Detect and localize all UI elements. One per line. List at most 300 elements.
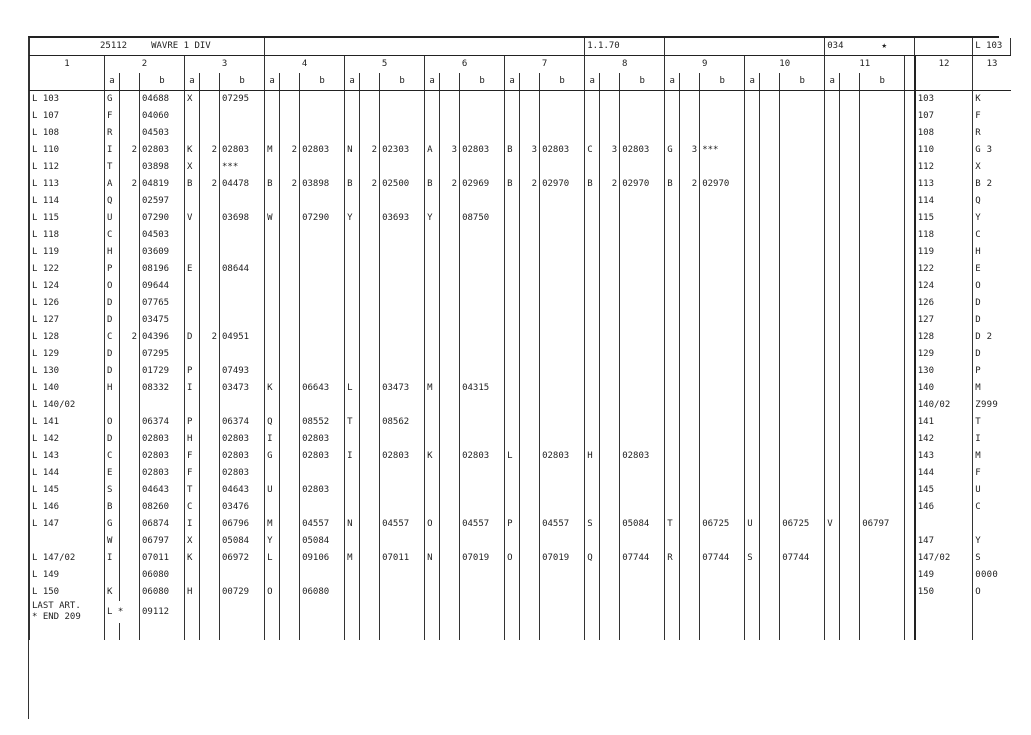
cell-value — [380, 125, 425, 142]
cell-qty — [520, 244, 540, 261]
cell-qty — [120, 108, 140, 125]
cell-qty — [200, 210, 220, 227]
footer-empty — [745, 601, 760, 623]
cell-qty — [680, 193, 700, 210]
cell-value — [460, 346, 505, 363]
row-id: L 112 — [30, 159, 105, 176]
cell-code — [665, 329, 680, 346]
cell-code — [185, 397, 200, 414]
cell-value — [700, 159, 745, 176]
cell-qty — [200, 397, 220, 414]
cell-value: 07019 — [460, 550, 505, 567]
cell-code — [825, 295, 840, 312]
cell-value: 02803 — [140, 448, 185, 465]
cell-value: 04396 — [140, 329, 185, 346]
cell-qty — [520, 482, 540, 499]
cell-value — [380, 397, 425, 414]
cell-value — [700, 312, 745, 329]
cell-value — [380, 193, 425, 210]
row-id: L 119 — [30, 244, 105, 261]
cell-qty — [120, 550, 140, 567]
cell-code — [425, 295, 440, 312]
cell-code — [825, 567, 840, 584]
cell-code — [745, 380, 760, 397]
cell-qty — [520, 431, 540, 448]
cell-value: 06797 — [140, 533, 185, 550]
cell-col12: 119 — [915, 244, 973, 261]
row-id: L 146 — [30, 499, 105, 516]
cell-code: H — [185, 431, 200, 448]
cell-code: P — [505, 516, 520, 533]
cell-col13 — [973, 516, 1011, 533]
cell-value: 08332 — [140, 380, 185, 397]
cell-code: G — [265, 448, 280, 465]
cell-code — [425, 397, 440, 414]
cell-code — [185, 278, 200, 295]
cell-code: H — [185, 584, 200, 601]
cell-gap — [905, 499, 915, 516]
cell-value — [780, 125, 825, 142]
cell-qty — [440, 465, 460, 482]
cell-code: X — [185, 91, 200, 109]
cell-value: 02803 — [620, 448, 665, 465]
col-sub-b: b — [140, 73, 185, 91]
table-row — [30, 176, 1011, 193]
cell-qty — [520, 465, 540, 482]
col-number-3: 3 — [185, 56, 265, 74]
cell-value: 04951 — [220, 329, 265, 346]
cell-code: N — [345, 142, 360, 159]
cell-value — [300, 193, 345, 210]
cell-qty — [280, 125, 300, 142]
cell-value — [700, 567, 745, 584]
sheet-header-row — [30, 38, 1011, 56]
cell-value — [460, 584, 505, 601]
cell-qty — [120, 533, 140, 550]
cell-code: I — [345, 448, 360, 465]
cell-code — [825, 278, 840, 295]
cell-code: K — [185, 142, 200, 159]
cell-qty: 2 — [200, 142, 220, 159]
cell-code: I — [185, 380, 200, 397]
col-number-2: 2 — [105, 56, 185, 74]
cell-code: I — [185, 516, 200, 533]
row-id: L 143 — [30, 448, 105, 465]
cell-value — [860, 295, 905, 312]
cell-code — [505, 295, 520, 312]
blank-cell — [425, 623, 440, 640]
cell-qty — [600, 227, 620, 244]
cell-value — [620, 431, 665, 448]
cell-gap — [905, 363, 915, 380]
cell-code — [665, 533, 680, 550]
cell-qty — [520, 329, 540, 346]
cell-qty — [520, 295, 540, 312]
cell-code — [505, 482, 520, 499]
table-row — [30, 397, 1011, 414]
cell-code — [345, 329, 360, 346]
cell-value — [140, 397, 185, 414]
footer-empty — [380, 601, 425, 623]
cell-qty — [680, 533, 700, 550]
cell-gap — [905, 125, 915, 142]
cell-qty — [840, 533, 860, 550]
cell-qty — [520, 363, 540, 380]
cell-value: *** — [220, 159, 265, 176]
blank-cell — [600, 623, 620, 640]
cell-qty — [200, 125, 220, 142]
cell-value — [700, 465, 745, 482]
cell-qty — [600, 329, 620, 346]
col-gap — [905, 56, 915, 74]
cell-qty — [600, 414, 620, 431]
cell-value — [620, 380, 665, 397]
row-id: L 149 — [30, 567, 105, 584]
cell-code — [745, 278, 760, 295]
col-ab-blank — [973, 73, 1011, 91]
cell-col13: M — [973, 380, 1011, 397]
cell-qty — [200, 414, 220, 431]
cell-qty — [760, 108, 780, 125]
blank-cell — [120, 623, 140, 640]
cell-qty — [360, 397, 380, 414]
cell-col12: 149 — [915, 567, 973, 584]
cell-col12: 144 — [915, 465, 973, 482]
cell-value — [540, 397, 585, 414]
cell-code — [185, 295, 200, 312]
cell-qty: 2 — [520, 176, 540, 193]
cell-code — [425, 346, 440, 363]
cell-col12: 107 — [915, 108, 973, 125]
cell-code — [585, 482, 600, 499]
row-id — [30, 533, 105, 550]
blank-row — [30, 623, 1011, 640]
cell-value — [380, 567, 425, 584]
cell-qty — [840, 397, 860, 414]
cell-code: C — [105, 329, 120, 346]
cell-value — [860, 533, 905, 550]
cell-value — [700, 91, 745, 109]
cell-code — [585, 397, 600, 414]
cell-value — [860, 499, 905, 516]
table-row — [30, 210, 1011, 227]
cell-code — [505, 533, 520, 550]
cell-code: I — [265, 431, 280, 448]
cell-code — [745, 567, 760, 584]
cell-col13: P — [973, 363, 1011, 380]
cell-code — [265, 91, 280, 109]
cell-value — [300, 244, 345, 261]
cell-code: Q — [585, 550, 600, 567]
cell-code: B — [265, 176, 280, 193]
cell-qty — [120, 193, 140, 210]
cell-qty — [280, 584, 300, 601]
cell-value — [620, 278, 665, 295]
cell-code — [265, 193, 280, 210]
cell-qty — [200, 380, 220, 397]
cell-value — [780, 210, 825, 227]
cell-col12: 143 — [915, 448, 973, 465]
cell-code — [505, 261, 520, 278]
cell-value — [860, 346, 905, 363]
cell-code — [345, 312, 360, 329]
cell-code: C — [185, 499, 200, 516]
cell-qty — [120, 465, 140, 482]
cell-qty — [280, 295, 300, 312]
cell-code — [665, 567, 680, 584]
cell-value — [620, 295, 665, 312]
cell-value — [380, 91, 425, 109]
cell-col12: 140 — [915, 380, 973, 397]
cell-code — [665, 159, 680, 176]
cell-code: Q — [105, 193, 120, 210]
cell-qty — [680, 312, 700, 329]
cell-code — [745, 142, 760, 159]
cell-qty — [600, 91, 620, 109]
cell-value — [460, 482, 505, 499]
cell-qty — [120, 363, 140, 380]
cell-code: S — [105, 482, 120, 499]
cell-code — [345, 295, 360, 312]
cell-value — [700, 261, 745, 278]
cell-value: 08644 — [220, 261, 265, 278]
col-sub-blank — [840, 73, 860, 91]
cell-qty — [680, 499, 700, 516]
cell-code — [665, 584, 680, 601]
cell-code — [345, 278, 360, 295]
cell-code — [505, 584, 520, 601]
cell-qty — [440, 397, 460, 414]
table-row — [30, 584, 1011, 601]
cell-code — [185, 312, 200, 329]
cell-code — [265, 108, 280, 125]
cell-qty — [680, 91, 700, 109]
cell-qty — [600, 312, 620, 329]
row-id: L 127 — [30, 312, 105, 329]
cell-qty: 2 — [360, 176, 380, 193]
cell-code — [665, 363, 680, 380]
cell-col13: M — [973, 448, 1011, 465]
cell-qty — [760, 550, 780, 567]
cell-code — [345, 584, 360, 601]
cell-qty — [760, 346, 780, 363]
cell-gap — [905, 176, 915, 193]
cell-code: Y — [425, 210, 440, 227]
cell-value: 00729 — [220, 584, 265, 601]
col-sub-a: a — [745, 73, 760, 91]
blank-cell — [265, 623, 280, 640]
cell-code — [505, 227, 520, 244]
cell-code — [825, 159, 840, 176]
footer-empty — [220, 601, 265, 623]
cell-code: B — [505, 142, 520, 159]
cell-code — [265, 465, 280, 482]
cell-code: D — [185, 329, 200, 346]
cell-qty — [360, 227, 380, 244]
cell-code: F — [105, 108, 120, 125]
cell-qty: 3 — [680, 142, 700, 159]
cell-qty — [200, 448, 220, 465]
row-id: L 147/02 — [30, 550, 105, 567]
col-sub-a: a — [585, 73, 600, 91]
cell-value — [700, 210, 745, 227]
cell-value — [540, 380, 585, 397]
cell-code — [585, 533, 600, 550]
cell-value — [780, 227, 825, 244]
col-sub-blank — [280, 73, 300, 91]
header-location: WAVRE 1 DIV — [151, 41, 211, 51]
cell-value — [780, 465, 825, 482]
cell-gap — [905, 261, 915, 278]
cell-qty — [840, 261, 860, 278]
footer-empty — [440, 601, 460, 623]
cell-qty — [200, 431, 220, 448]
cell-value: 02803 — [540, 448, 585, 465]
cell-qty — [760, 431, 780, 448]
cell-code — [665, 397, 680, 414]
cell-qty — [360, 329, 380, 346]
row-id: L 140 — [30, 380, 105, 397]
cell-code — [585, 380, 600, 397]
cell-code: E — [185, 261, 200, 278]
cell-gap — [905, 278, 915, 295]
cell-qty — [200, 567, 220, 584]
table-row — [30, 380, 1011, 397]
cell-code: M — [425, 380, 440, 397]
cell-col12: 114 — [915, 193, 973, 210]
cell-gap — [905, 380, 915, 397]
cell-code — [345, 244, 360, 261]
cell-col13: D — [973, 295, 1011, 312]
cell-col12: 118 — [915, 227, 973, 244]
cell-qty — [680, 363, 700, 380]
cell-qty — [120, 516, 140, 533]
cell-value — [620, 567, 665, 584]
cell-value — [380, 108, 425, 125]
cell-value — [460, 261, 505, 278]
cell-value: 04315 — [460, 380, 505, 397]
cell-value — [860, 227, 905, 244]
cell-qty — [680, 346, 700, 363]
cell-qty — [440, 499, 460, 516]
cell-code — [505, 329, 520, 346]
cell-code: K — [185, 550, 200, 567]
cell-col13: D — [973, 312, 1011, 329]
cell-qty — [600, 448, 620, 465]
cell-value: 07019 — [540, 550, 585, 567]
cell-code — [585, 465, 600, 482]
footer-empty — [585, 601, 600, 623]
cell-value — [540, 499, 585, 516]
cell-col12: 146 — [915, 499, 973, 516]
cell-code: C — [105, 227, 120, 244]
cell-code — [745, 244, 760, 261]
cell-code: B — [345, 176, 360, 193]
cell-value: 02500 — [380, 176, 425, 193]
cell-qty — [360, 584, 380, 601]
cell-code — [665, 261, 680, 278]
cell-qty — [520, 380, 540, 397]
cell-code: G — [665, 142, 680, 159]
cell-qty — [760, 516, 780, 533]
cell-gap — [905, 312, 915, 329]
cell-code — [585, 159, 600, 176]
cell-qty — [840, 346, 860, 363]
cell-qty — [520, 346, 540, 363]
cell-qty — [280, 210, 300, 227]
cell-code — [425, 125, 440, 142]
cell-value — [860, 329, 905, 346]
cell-value — [860, 210, 905, 227]
blank-cell — [973, 623, 1011, 640]
cell-value — [860, 312, 905, 329]
cell-qty — [440, 125, 460, 142]
cell-value — [380, 159, 425, 176]
cell-qty — [280, 312, 300, 329]
footer-col2a: L * — [105, 601, 140, 623]
cell-qty — [680, 482, 700, 499]
cell-col13: C — [973, 499, 1011, 516]
cell-code — [425, 363, 440, 380]
footer-empty — [280, 601, 300, 623]
cell-code — [425, 91, 440, 109]
cell-col12: 108 — [915, 125, 973, 142]
cell-qty — [360, 91, 380, 109]
cell-code: H — [105, 380, 120, 397]
cell-code — [265, 244, 280, 261]
cell-value: 06874 — [140, 516, 185, 533]
cell-value: 04503 — [140, 125, 185, 142]
cell-code — [345, 227, 360, 244]
cell-qty — [840, 210, 860, 227]
cell-qty — [680, 380, 700, 397]
cell-value — [860, 261, 905, 278]
cell-code — [425, 329, 440, 346]
cell-value — [540, 312, 585, 329]
cell-value — [860, 380, 905, 397]
cell-code — [425, 584, 440, 601]
cell-code: K — [425, 448, 440, 465]
cell-value — [780, 176, 825, 193]
cell-code — [665, 244, 680, 261]
cell-qty: 2 — [440, 176, 460, 193]
cell-code: B — [425, 176, 440, 193]
cell-value: 02803 — [140, 431, 185, 448]
cell-qty — [600, 584, 620, 601]
cell-qty: 2 — [280, 176, 300, 193]
table-row — [30, 244, 1011, 261]
cell-value — [220, 108, 265, 125]
cell-code: Y — [345, 210, 360, 227]
cell-value: 07290 — [300, 210, 345, 227]
cell-col13: 0000 — [973, 567, 1011, 584]
cell-col12: 112 — [915, 159, 973, 176]
col-sub-blank — [440, 73, 460, 91]
cell-code — [585, 278, 600, 295]
cell-code: I — [105, 550, 120, 567]
cell-value — [780, 346, 825, 363]
cell-qty: 3 — [600, 142, 620, 159]
cell-value — [620, 159, 665, 176]
cell-code: X — [185, 533, 200, 550]
cell-qty — [440, 533, 460, 550]
cell-qty — [600, 380, 620, 397]
cell-code — [505, 125, 520, 142]
cell-code — [825, 91, 840, 109]
blank-cell — [540, 623, 585, 640]
cell-qty — [120, 584, 140, 601]
cell-qty — [280, 448, 300, 465]
